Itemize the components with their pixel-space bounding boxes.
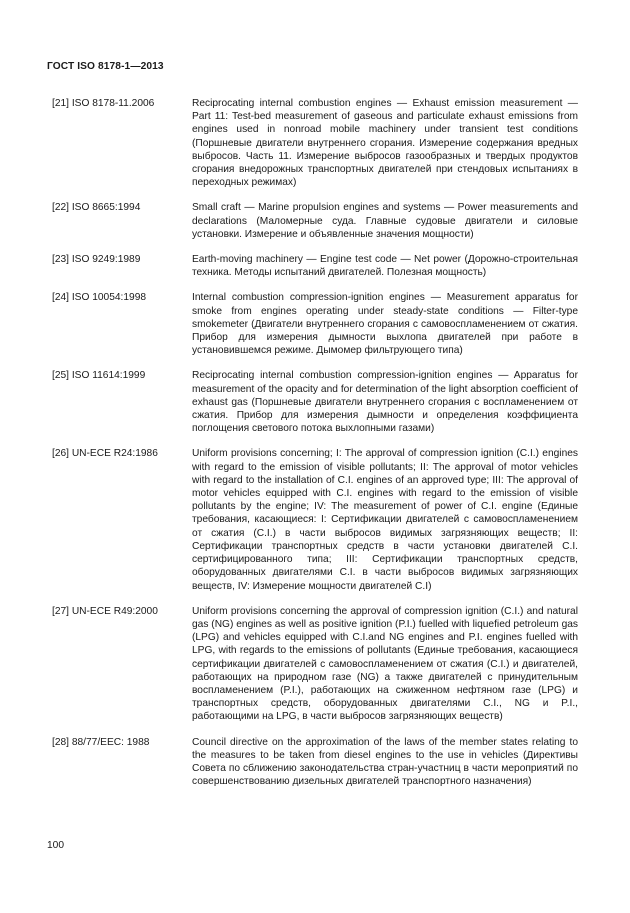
reference-text: Internal combustion compression-ignition engines — Measurement apparatus for smoke from engines operating under steady-state conditions — Filter-type smokemeter (Двигатели внутреннего сгорания с самовоспламенением от сжатия. Прибор для измерения дымности выхлопа двигателей при работе в установившемся режиме. Дымомер фильтрующего типа) [192, 292, 578, 357]
reference-id: [25] ISO 11614:1999 [52, 370, 146, 382]
reference-item [52, 447, 578, 592]
reference-id: [24] ISO 10054:1998 [52, 292, 147, 304]
reference-id: [21] ISO 8178-11.2006 [52, 98, 155, 109]
page-header: ГОСТ ISO 8178-1—2013 [47, 61, 164, 72]
reference-item [52, 605, 578, 724]
reference-item [52, 253, 578, 279]
reference-text: Council directive on the approximation of the laws of the member states relating to the measures to be taken from diesel engines to the use in vehicles (Директивы Совета по сближению законодательства стран-участниц в части мероприятий по совершенствованию дизельных двигателей транспортного назначения) [192, 736, 578, 788]
reference-item [52, 736, 578, 789]
reference-item [52, 369, 578, 435]
reference-list [52, 97, 578, 800]
reference-text: Uniform provisions concerning; I: The approval of compression ignition (C.I.) engines with regard to the emission of visible pollutants; II: The approval of motor vehicles with regard to the installation of C.I. engines of an approved type; III: The approval of motor vehicles equipped with C.I. engines with regard to the emission of visible pollutants by the engine; IV: The measurement of power of C.I. engine (Единые требования, касающиеся: I: Сертификации двигателей с самовоспламенением от сжатия (C.I.) в части выбросов видимых загрязняющих веществ; II: Сертификации транспортных средств в части установки двигателей C.I. сертифицированного типа; III: Сертификации транспортных средств, оборудованных двигателями C.I. в части выбросов видимых загрязняющих веществ, IV: Измерение мощности двигателей C.I) [192, 448, 578, 592]
reference-item [52, 291, 578, 357]
reference-text: Reciprocating internal combustion engines — Exhaust emission measurement — Part 11: Test-bed measurement of gaseous and particulate exhaust emissions from engines used in nonroad mobile machinery under transient test conditions (Поршневые двигатели внутреннего сгорания. Измерение содержания вредных выбросов. Часть 11. Измерение выбросов газообразных и твердых продуктов сгорания внедорожных транспортных двигателей при стендовых испытаниях в переходных режимах) [192, 98, 578, 189]
reference-text: Earth-moving machinery — Engine test code — Net power (Дорожно-строительная техника. Методы испытаний двигателей. Полезная мощность) [192, 254, 578, 279]
reference-id: [23] ISO 9249:1989 [52, 254, 141, 266]
reference-text: Reciprocating internal combustion compression-ignition engines — Apparatus for measurement of the opacity and for determination of the light absorption coefficient of exhaust gas (Поршневые двигатели внутреннего сгорания с воспламенением от сжатия. Прибор для измерения дымности и определения коэффициента поглощения светового потока выхлопными газами) [192, 370, 578, 435]
reference-text: Small craft — Marine propulsion engines and systems — Power measurements and declarations (Маломерные суда. Главные судовые двигатели и силовые установки. Измерение и объявленные значения мощности) [192, 202, 578, 240]
reference-id: [27] UN-ECE R49:2000 [52, 605, 158, 617]
reference-item [52, 201, 578, 241]
reference-item [52, 97, 578, 189]
reference-text: Uniform provisions concerning the approval of compression ignition (C.I.) and natural gas (NG) engines as well as positive ignition (P.I.) fuelled with liquefied petroleum gas (LPG) and vehicles equipped with C.I.and NG engines and P.I. engines fuelled with LPG, with regards to the emissions of pollutants (Единые требования, касающиеся сертификации двигателей с самовоспламенением от сжатия (C.I.) и двигателей, работающих на природном газе (NG) а также двигателей с принудительным воспламенением (P.I.), работающих на сжиженном нефтяном газе (LPG) и транспортных средств, оборудованных двигателями C.I., NG и P.I., работающими на LPG, в части выбросов загрязняющих веществ) [192, 605, 578, 723]
reference-id: [26] UN-ECE R24:1986 [52, 448, 158, 460]
reference-id: [28] 88/77/EEC: 1988 [52, 736, 150, 748]
reference-id: [22] ISO 8665:1994 [52, 202, 141, 214]
page-number: 100 [47, 840, 64, 851]
